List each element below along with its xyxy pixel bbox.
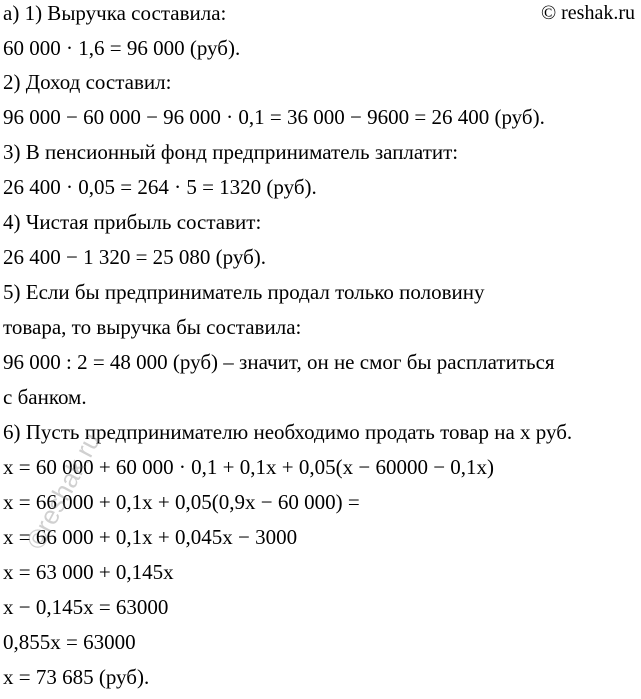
solution-line-15: x = 66 000 + 0,1x + 0,05(0,9x − 60 000) = [3, 490, 360, 514]
solution-line-16: x = 66 000 + 0,1x + 0,045x − 3000 [3, 525, 298, 549]
solution-line-6: 26 400 · 0,05 = 264 · 5 = 1320 (руб). [3, 175, 317, 199]
watermark: ©reshak.ru [20, 427, 107, 555]
solution-line-19: 0,855x = 63000 [3, 630, 136, 654]
solution-line-14: x = 60 000 + 60 000 · 0,1 + 0,1x + 0,05(x − 60000 − 0,1x) [3, 455, 495, 479]
solution-line-18: x − 0,145x = 63000 [3, 595, 169, 619]
solution-line-7: 4) Чистая прибыль составит: [3, 210, 262, 234]
copyright-notice: © reshak.ru [540, 2, 635, 24]
solution-line-1: а) 1) Выручка составила: [3, 1, 227, 25]
solution-line-3: 2) Доход составил: [3, 70, 172, 94]
solution-line-5: 3) В пенсионный фонд предприниматель заплатит: [3, 140, 459, 164]
solution-line-4: 96 000 − 60 000 − 96 000 · 0,1 = 36 000 − 9600 = 26 400 (руб). [3, 105, 545, 129]
solution-line-2: 60 000 · 1,6 = 96 000 (руб). [3, 36, 241, 60]
solution-line-9: 5) Если бы предприниматель продал только половину [3, 280, 485, 304]
solution-line-8: 26 400 − 1 320 = 25 080 (руб). [3, 245, 267, 269]
solution-line-11: 96 000 : 2 = 48 000 (руб) – значит, он не смог бы расплатиться [3, 350, 555, 374]
solution-line-20: x = 73 685 (руб). [3, 665, 150, 689]
solution-line-12: с банком. [3, 385, 87, 409]
solution-line-10: товара, то выручка бы составила: [3, 315, 302, 339]
solution-line-17: x = 63 000 + 0,145x [3, 560, 174, 584]
solution-line-13: 6) Пусть предпринимателю необходимо продать товар на x руб. [3, 420, 573, 444]
